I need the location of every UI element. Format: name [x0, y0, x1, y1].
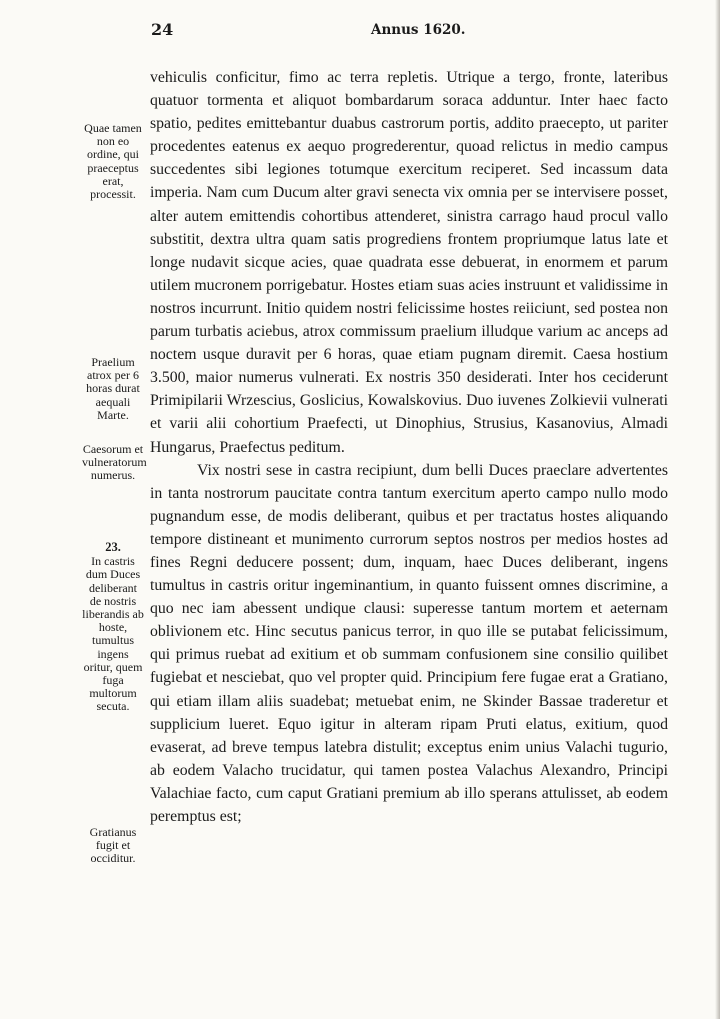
page-edge-shadow [715, 0, 720, 1019]
paragraph-2: Vix nostri sese in castra recipiunt, dum belli Duces praeclare advertentes in tanta nostrorum paucitate contra tantum exercitum aperto campo nullo modo pugnandum esse, de modis deliberant, quibus et per tractatus hostes aliquando tempore distineant et munimento currorum septos nostros per medios hostes ad fines Regni deducere possent; dum, inquam, haec Duces deliberant, ingens tumultus in castris oritur ingeminantium, in quanto fuissent omnes discrimine, a quo nec iam abessent undique clausi: superesse tantum mortem et aeternam oblivionem etc. Hinc secutus panicus terror, in quo ille se putabat felicissimum, qui primus ruebat ad exitium et ob summam confusionem sine consilio quilibet fugiebat et nesciebat, quo vel propter quid. Principium fere fugae erat a Gratiano, qui etiam illam aliis suadebat; metuebat enim, ne Skinder Bassae traderetur et supplicium lueret. Equo igitur in alteram ripam Pruti elatus, exitium, quod evaserat, ad breve tempus latebra distulit; exceptus enim unius Valachi tugurio, ab eodem Valacho trucidatur, qui tamen postea Valachus Alexandro, Principi Valachiae facto, cum caput Gratiani premium ab illo sperans attulisset, ab eodem peremptus est; [150, 461, 668, 825]
margin-note-4-text: In castris dum Duces deliberant de nostris liberandis ab hoste, tumultus ingens oritur, quem fuga multorum secuta. [82, 554, 144, 714]
margin-note-1: Quae tamen non eo ordine, qui praeceptus erat, processit. [84, 121, 142, 202]
paragraph-1: vehiculis conficitur, fimo ac terra repletis. Utrique a tergo, fronte, lateribus quatuor tormenta et aliquot bombardarum soraca adduntur. Inter haec facto spatio, pedites emittebantur duabus castrorum portis, addito praecepto, ut pariter procedentes eatenus ex aequo progrederentur, quoad relictus in medio campus succedentes sibi legiones totumque exercitum reciperet. Sed incassum data imperia. Nam cum Ducum alter gravi senecta vix omnia per se intervisere posset, alter autem emittendis cohortibus attenderet, sinistra carrago haud procul vallo substitit, dextra ultra quam satis progrediens frontem propriumque latus late et longe nudavit sicque acies, quae quadrata esse debuerat, in enormem et parum utilem mucronem porrigebatur. Hostes etiam suas acies instruunt et validissime in nostros incurrunt. Initio quidem nostri felicissime hostes reiiciunt, sed postea non parum turbatis aciebus, atrox commissum praelium illudque varium ac anceps ad noctem usque duravit per 6 horas, quae etiam pugnam diremit. Caesa hostium 3.500, maior numerus vulnerati. Ex nostris 350 desiderati. Inter hos ceciderunt Primipilarii Wrzescius, Goslicius, Kowalskovius. Duo iuvenes Zolkievii vulnerati et varii alii cohortium Praefecti, ut Dinophius, Strusius, Kasanovius, Almadi Hungarus, Praefectus peditum. [150, 69, 668, 456]
margin-note-2: Praelium atrox per 6 horas durat aequali Marte. [86, 355, 140, 422]
page-number: 24 [151, 20, 174, 39]
margin-section-number: 23. [105, 540, 121, 554]
margin-note-4 [82, 541, 144, 714]
running-title: Annus 1620. [371, 22, 466, 38]
main-text [150, 66, 668, 828]
margin-note-5: Gratianus fugit et occiditur. [89, 825, 137, 866]
margin-note-3: Caesorum et vulneratorum numerus. [82, 442, 147, 483]
